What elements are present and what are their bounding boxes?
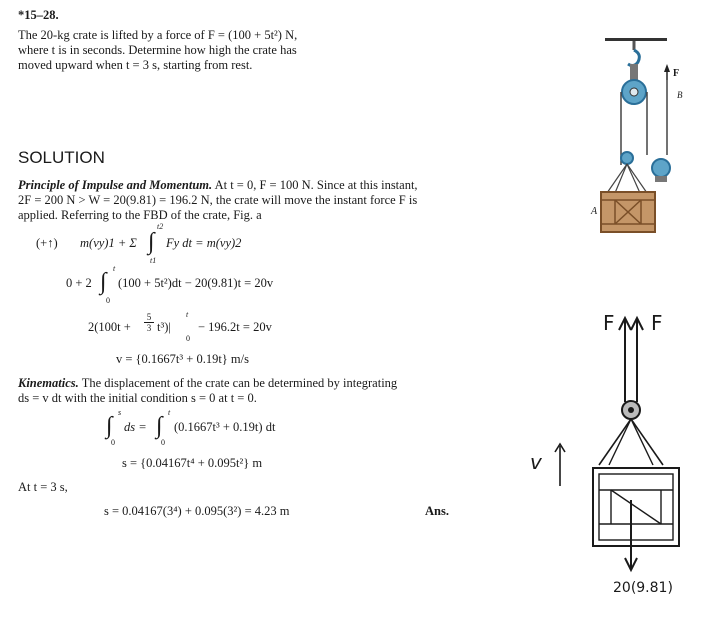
sling-4 [627,164,640,193]
hook [628,50,639,66]
integral-sign-1: ∫ [148,229,155,255]
eq3-mid: t³)| [157,320,171,334]
integral-sign-2: ∫ [100,269,107,295]
eq5-upper1: s [118,408,122,417]
sling-2 [627,164,647,193]
impulse-line-3: applied. Referring to the FBD of the crate, Fig. a [18,208,262,222]
lower-pulley [621,152,633,164]
kinematics-text-1: The displacement of the crate can be determined by integrating [81,376,398,390]
integral-sign-3: ∫ [106,413,113,439]
eq2-upper: t [113,264,116,273]
at-label: At t = 3 s, [18,480,68,494]
kinematics-line-2: ds = v dt with the initial condition s = 0 at t = 0. [18,391,257,405]
eq3-lower: 0 [186,334,190,343]
eq1-lower: t1 [150,256,157,265]
eq5-left: ds = [124,420,147,434]
fbd-sling-2 [631,419,663,465]
side-bracket [655,176,667,182]
eq2-right: (100 + 5t²)dt − 20(9.81)t = 20v [118,276,274,290]
eq3-frac-num: 5 [146,312,152,322]
integral-sign-4: ∫ [156,413,163,439]
eq5-lower2: 0 [161,438,165,447]
side-pulley [652,159,670,177]
eq2-left: 0 + 2 [66,276,92,290]
eq1-right: Fy dt = m(vy)2 [166,236,242,250]
eq3-upper: t [186,310,189,319]
label-F: F [673,68,680,79]
eq1-upper: t2 [157,222,164,231]
pulley-figure [585,30,695,240]
impulse-text-1: At t = 0, F = 100 N. Since at this instant, [214,178,418,192]
fbd-force-right: F [651,311,663,335]
answer-label: Ans. [425,504,449,518]
velocity-arrow [550,440,570,490]
eq4: v = {0.1667t³ + 0.19t} m/s [116,352,249,366]
impulse-line-1 [18,178,418,193]
problem-line-1: The 20-kg crate is lifted by a force of F = (100 + 5t²) N, [18,28,298,42]
fbd-force-left: F [603,311,615,335]
kinematics-line-1 [18,376,397,391]
fbd-weight-label: 20(9.81) [613,580,673,596]
eq5-upper2: t [168,408,171,417]
kinematics-title: Kinematics. [18,376,79,390]
problem-line-3: moved upward when t = 3 s, starting from rest. [18,58,253,72]
force-arrow-head [664,64,670,72]
eq-sign: (+↑) [36,236,58,250]
eq7: s = 0.04167(3⁴) + 0.095(3²) = 4.23 m [104,504,290,518]
eq6: s = {0.04167t⁴ + 0.095t²} m [122,456,263,470]
eq3-right: − 196.2t = 20v [198,320,272,334]
eq5-right: (0.1667t³ + 0.19t) dt [174,420,276,434]
problem-line-2: where t is in seconds. Determine how high the crate has [18,43,297,57]
eq3-frac [144,312,154,333]
impulse-line-2: 2F = 200 N > W = 20(9.81) = 196.2 N, the crate will move the instant force F is [18,193,418,207]
label-A: A [591,206,598,217]
problem-number: *15–28. [18,8,59,22]
fbd-sling-1 [599,419,631,465]
ceiling [605,38,667,41]
eq5-lower1: 0 [111,438,115,447]
upper-pulley-axle [630,88,638,96]
eq2-lower: 0 [106,296,110,305]
fbd-diagram [585,300,705,610]
impulse-title: Principle of Impulse and Momentum. [18,178,213,192]
eq3-left: 2(100t + [88,320,131,334]
solution-heading: SOLUTION [18,148,105,167]
label-B: B [677,90,683,100]
eq1-left: m(vy)1 + Σ [80,236,137,250]
velocity-label: v [530,450,542,474]
eq3-frac-den: 3 [144,322,154,333]
